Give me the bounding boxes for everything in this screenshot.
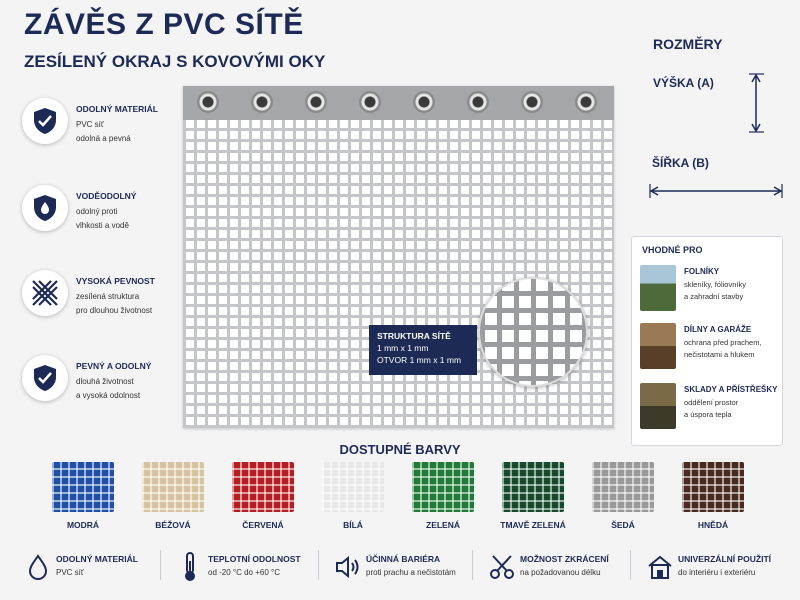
color-label: ŠEDÁ — [611, 520, 635, 530]
divider — [160, 550, 161, 580]
width-label: ŠÍŘKA (B) — [652, 156, 709, 170]
feature-desc: PVC síť odolná a pevná — [76, 120, 131, 143]
shield-check-icon — [22, 355, 68, 401]
mesh-zoom-detail — [478, 277, 588, 387]
feature-material — [22, 98, 172, 158]
page-subtitle: ZESÍLENÝ OKRAJ S KOVOVÝMI OKY — [24, 52, 326, 71]
color-swatch — [232, 462, 294, 512]
scissors-icon — [488, 550, 516, 584]
shield-check-icon — [22, 98, 68, 144]
feature-desc: odolný proti vlhkosti a vodě — [76, 207, 129, 230]
feature-desc: zesílená struktura pro dlouhou životnost — [76, 292, 153, 315]
grommet-icon — [305, 91, 327, 113]
page-title: ZÁVĚS Z PVC SÍTĚ — [24, 8, 304, 41]
grommet-icon — [467, 91, 489, 113]
color-label: BÍLÁ — [343, 520, 363, 530]
width-arrow-icon — [648, 182, 784, 200]
color-label: HNĚDÁ — [697, 520, 729, 530]
grommet-icon — [251, 91, 273, 113]
grommet-icon — [521, 91, 543, 113]
use-workshop: DÍLNY A GARÁŽE ochrana před prachem, nečistotami a hlukem — [640, 323, 780, 373]
color-swatch — [682, 462, 744, 512]
feature-title: VYSOKÁ PEVNOST — [76, 276, 155, 286]
height-arrow-icon — [744, 72, 768, 134]
feature-strength — [22, 270, 172, 330]
suitable-panel — [631, 236, 783, 446]
use-warehouse: SKLADY A PŘÍSTŘEŠKY oddělení prostor a úspora tepla — [640, 383, 780, 433]
divider — [630, 550, 631, 580]
dimensions-heading: ROZMĚRY — [653, 36, 723, 52]
feature-durable — [22, 355, 172, 415]
color-label: MODRÁ — [66, 520, 100, 530]
grommet-icon — [197, 91, 219, 113]
color-swatch — [322, 462, 384, 512]
grommet-icon — [413, 91, 435, 113]
divider — [318, 550, 319, 580]
color-swatch — [412, 462, 474, 512]
divider — [472, 550, 473, 580]
feature-title: VODĚODOLNÝ — [76, 191, 137, 201]
color-label: BÉŽOVÁ — [155, 520, 191, 530]
color-swatch — [142, 462, 204, 512]
workshop-photo — [640, 323, 676, 369]
house-icon — [646, 550, 674, 584]
use-greenhouse: FOLNÍKY skleníky, fóliovníky a zahradní stavby — [640, 265, 780, 315]
color-label: TMAVĚ ZELENÁ — [500, 520, 566, 530]
mesh-icon — [22, 270, 68, 316]
shield-drop-icon — [22, 185, 68, 231]
grommet-icon — [575, 91, 597, 113]
color-label: ZELENÁ — [426, 520, 460, 530]
grommet-icon — [359, 91, 381, 113]
color-swatch — [592, 462, 654, 512]
greenhouse-photo — [640, 265, 676, 311]
speaker-icon — [334, 550, 362, 584]
thermometer-icon — [176, 550, 204, 584]
feature-desc: dlouhá životnost a vysoká odolnost — [76, 377, 141, 400]
feature-title: ODOLNÝ MATERIÁL — [76, 104, 159, 114]
warehouse-photo — [640, 383, 676, 429]
drop-icon — [24, 550, 52, 584]
feature-waterproof — [22, 185, 172, 245]
structure-label: STRUKTURA SÍTĚ 1 mm x 1 mm OTVOR 1 mm x 1 mm — [369, 325, 477, 375]
color-label: ČERVENÁ — [242, 520, 284, 530]
colors-heading: DOSTUPNÉ BARVY — [339, 442, 461, 457]
feature-title: PEVNÝ A ODOLNÝ — [76, 361, 152, 371]
reinforced-edge — [183, 86, 614, 120]
color-swatch — [502, 462, 564, 512]
color-swatch — [52, 462, 114, 512]
height-label: VÝŠKA (A) — [653, 76, 714, 90]
suitable-heading: VHODNÉ PRO — [642, 245, 703, 255]
